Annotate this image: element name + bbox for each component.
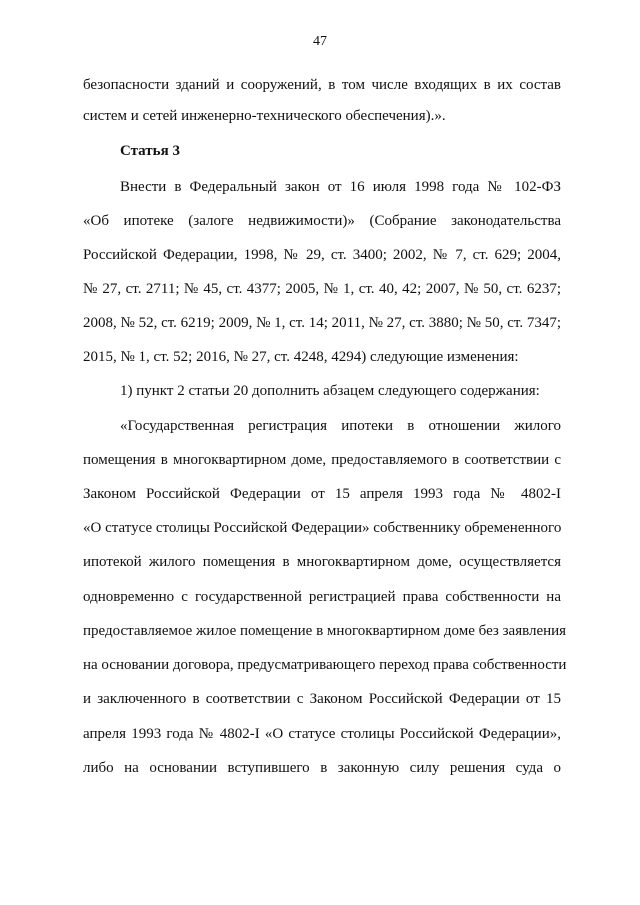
paragraph3-line: «О статусе столицы Российской Федерации» собственнику обремененного [83,520,562,536]
paragraph2-line: 2015, № 1, ст. 52; 2016, № 27, ст. 4248, 4294) следующие изменения: [83,349,519,365]
paragraph2-line: Российской Федерации, 1998, № 29, ст. 3400; 2002, № 7, ст. 629; 2004, [83,247,561,263]
paragraph3-line: Законом Российской Федерации от 15 апреля 1993 года № 4802-I [83,486,561,502]
paragraph3-line: ипотекой жилого помещения в многоквартирном доме, осуществляется [83,554,561,570]
item1-line: 1) пункт 2 статьи 20 дополнить абзацем следующего содержания: [120,383,540,399]
paragraph3-line: апреля 1993 года № 4802-I «О статусе столицы Российской Федерации», [83,726,561,742]
paragraph3-line: «Государственная регистрация ипотеки в отношении жилого [120,418,561,434]
article-heading: Статья 3 [120,143,180,159]
paragraph1-line: систем и сетей инженерно-технического обеспечения).». [83,108,446,124]
paragraph3-line: на основании договора, предусматривающего переход права собственности [83,657,567,673]
paragraph2-line: «Об ипотеке (залоге недвижимости)» (Собрание законодательства [83,213,561,229]
paragraph2-line: 2008, № 52, ст. 6219; 2009, № 1, ст. 14; 2011, № 27, ст. 3880; № 50, ст. 7347; [83,315,561,331]
page-number: 47 [313,34,327,49]
paragraph3-line: одновременно с государственной регистрацией права собственности на [83,589,561,605]
paragraph3-line: помещения в многоквартирном доме, предоставляемого в соответствии с [83,452,561,468]
paragraph3-line: и заключенного в соответствии с Законом Российской Федерации от 15 [83,691,561,707]
paragraph3-line: либо на основании вступившего в законную силу решения суда о [83,760,561,776]
paragraph2-line: № 27, ст. 2711; № 45, ст. 4377; 2005, № 1, ст. 40, 42; 2007, № 50, ст. 6237; [83,281,561,297]
paragraph3-line: предоставляемое жилое помещение в многоквартирном доме без заявления [83,623,567,639]
paragraph2-line: Внести в Федеральный закон от 16 июля 1998 года № 102-ФЗ [120,179,561,195]
paragraph1-line: безопасности зданий и сооружений, в том числе входящих в их состав [83,77,561,93]
